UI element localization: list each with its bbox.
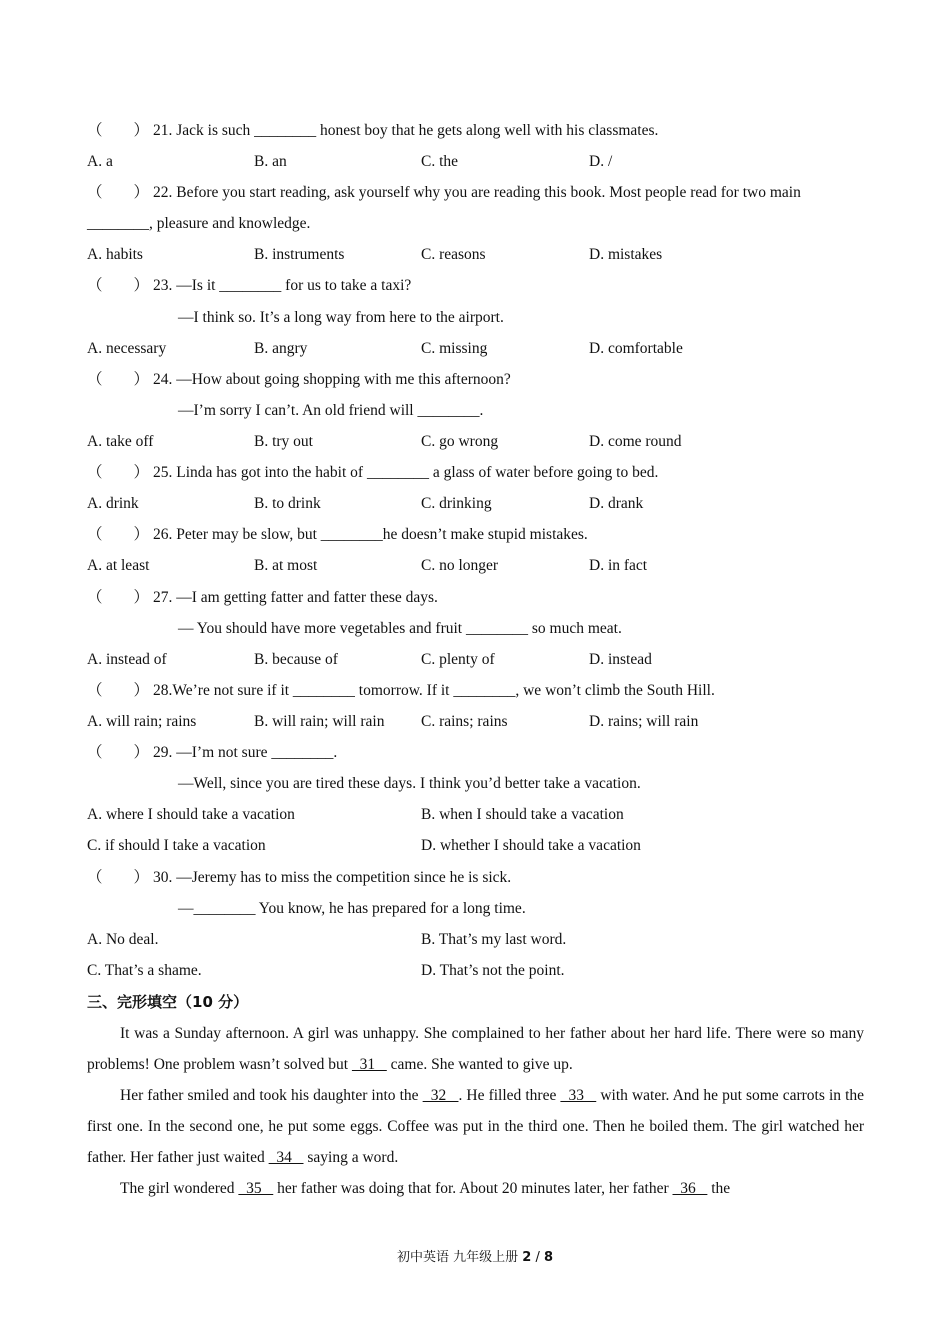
option-d: D. instead <box>589 651 652 668</box>
question-stem-continued: —Well, since you are tired these days. I think you’d better take a vacation. <box>178 775 641 792</box>
option-b: B. angry <box>254 340 308 357</box>
question-stem: 22. Before you start reading, ask yourself why you are reading this book. Most people read for two main <box>153 184 801 201</box>
blank-34[interactable]: 34 <box>268 1149 304 1166</box>
option-d: D. comfortable <box>589 340 683 357</box>
option-c: C. if should I take a vacation <box>87 837 266 854</box>
blank-31[interactable]: 31 <box>351 1056 387 1073</box>
blank-33[interactable]: 33 <box>560 1087 597 1104</box>
cloze-paragraph-1: It was a Sunday afternoon. A girl was unhappy. She complained to her father about her hard life. There were so many problems! One problem wasn’t solved but 31 came. She wanted to give up. <box>87 1025 864 1073</box>
option-b: B. to drink <box>254 495 321 512</box>
blank-36[interactable]: 36 <box>672 1180 708 1197</box>
question-stem-continued: ________, pleasure and knowledge. <box>87 215 311 232</box>
question-stem: 27. —I am getting fatter and fatter these days. <box>153 589 438 606</box>
question-stem-continued: —I’m sorry I can’t. An old friend will ________. <box>178 402 484 419</box>
blank-35[interactable]: 35 <box>238 1180 274 1197</box>
option-a: A. take off <box>87 433 154 450</box>
page-total: 8 <box>543 1250 554 1265</box>
page-separator: / <box>535 1250 540 1265</box>
option-c: C. no longer <box>421 557 499 574</box>
option-a: A. a <box>87 153 113 170</box>
answer-bracket[interactable]: （ ） <box>87 526 150 543</box>
cloze-paragraph-3: The girl wondered 35 her father was doing that for. About 20 minutes later, her father 36 the <box>120 1180 731 1197</box>
question-stem: 25. Linda has got into the habit of ________ a glass of water before going to bed. <box>153 464 659 481</box>
option-d: D. / <box>589 153 613 170</box>
option-d: D. in fact <box>589 557 648 574</box>
question-stem: 23. —Is it ________ for us to take a taxi? <box>153 277 412 294</box>
option-d: D. That’s not the point. <box>421 962 565 979</box>
answer-bracket[interactable]: （ ） <box>87 744 150 761</box>
option-c: C. That’s a shame. <box>87 962 202 979</box>
option-d: D. come round <box>589 433 682 450</box>
question-stem-continued: — You should have more vegetables and fruit ________ so much meat. <box>178 620 622 637</box>
question-21 <box>87 121 865 141</box>
option-b: B. instruments <box>254 246 345 263</box>
option-b: B. will rain; will rain <box>254 713 385 730</box>
question-stem-continued: —I think so. It’s a long way from here to the airport. <box>178 309 504 326</box>
option-a: A. where I should take a vacation <box>87 806 295 823</box>
option-c: C. drinking <box>421 495 492 512</box>
question-26 <box>87 525 865 545</box>
option-b: B. at most <box>254 557 318 574</box>
option-a: A. No deal. <box>87 931 159 948</box>
footer-label: 初中英语 九年级上册 <box>396 1250 519 1265</box>
question-stem-continued: —________ You know, he has prepared for a long time. <box>178 900 526 917</box>
question-29 <box>87 743 865 763</box>
cloze-paragraph-2: Her father smiled and took his daughter into the 32 . He filled three 33 with water. And he put some carrots in the first one. In the second one, he put some eggs. Coffee was put in the third one. Then he boiled them. The girl watched her father. Her father just waited 34 saying a word. <box>87 1087 865 1166</box>
answer-bracket[interactable]: （ ） <box>87 589 150 606</box>
option-a: A. at least <box>87 557 150 574</box>
cloze-passage <box>87 1018 864 1204</box>
blank-32[interactable]: 32 <box>422 1087 459 1104</box>
question-25 <box>87 463 865 483</box>
answer-bracket[interactable]: （ ） <box>87 371 150 388</box>
option-d: D. drank <box>589 495 644 512</box>
question-stem: 29. —I’m not sure ________. <box>153 744 338 761</box>
option-b: B. That’s my last word. <box>421 931 567 948</box>
option-a: A. instead of <box>87 651 167 668</box>
question-23 <box>87 276 865 296</box>
option-c: C. reasons <box>421 246 486 263</box>
answer-bracket[interactable]: （ ） <box>87 464 150 481</box>
section-title: 三、完形填空（10 分） <box>87 993 249 1011</box>
option-c: C. plenty of <box>421 651 495 668</box>
option-a: A. drink <box>87 495 139 512</box>
question-22 <box>87 183 865 203</box>
question-27 <box>87 588 865 608</box>
question-30 <box>87 868 865 888</box>
answer-bracket[interactable]: （ ） <box>87 122 150 139</box>
question-stem: 24. —How about going shopping with me this afternoon? <box>153 371 511 388</box>
page-footer <box>0 1246 950 1265</box>
question-24 <box>87 370 865 390</box>
option-d: D. whether I should take a vacation <box>421 837 641 854</box>
question-stem: 30. —Jeremy has to miss the competition since he is sick. <box>153 869 512 886</box>
option-d: D. rains; will rain <box>589 713 699 730</box>
answer-bracket[interactable]: （ ） <box>87 869 150 886</box>
option-b: B. try out <box>254 433 313 450</box>
question-stem: 28.We’re not sure if it ________ tomorrow. If it ________, we won’t climb the South Hill. <box>153 682 715 699</box>
question-stem: 26. Peter may be slow, but ________he doesn’t make stupid mistakes. <box>153 526 588 543</box>
question-28 <box>87 681 865 701</box>
answer-bracket[interactable]: （ ） <box>87 682 150 699</box>
page-number: 2 <box>522 1250 532 1265</box>
option-c: C. go wrong <box>421 433 499 450</box>
option-c: C. rains; rains <box>421 713 508 730</box>
option-c: C. the <box>421 153 459 170</box>
option-a: A. habits <box>87 246 143 263</box>
answer-bracket[interactable]: （ ） <box>87 277 150 294</box>
option-c: C. missing <box>421 340 488 357</box>
option-a: A. will rain; rains <box>87 713 197 730</box>
option-b: B. when I should take a vacation <box>421 806 624 823</box>
option-b: B. because of <box>254 651 338 668</box>
option-a: A. necessary <box>87 340 167 357</box>
option-d: D. mistakes <box>589 246 663 263</box>
question-stem: 21. Jack is such ________ honest boy that he gets along well with his classmates. <box>153 122 659 139</box>
option-b: B. an <box>254 153 287 170</box>
answer-bracket[interactable]: （ ） <box>87 184 150 201</box>
